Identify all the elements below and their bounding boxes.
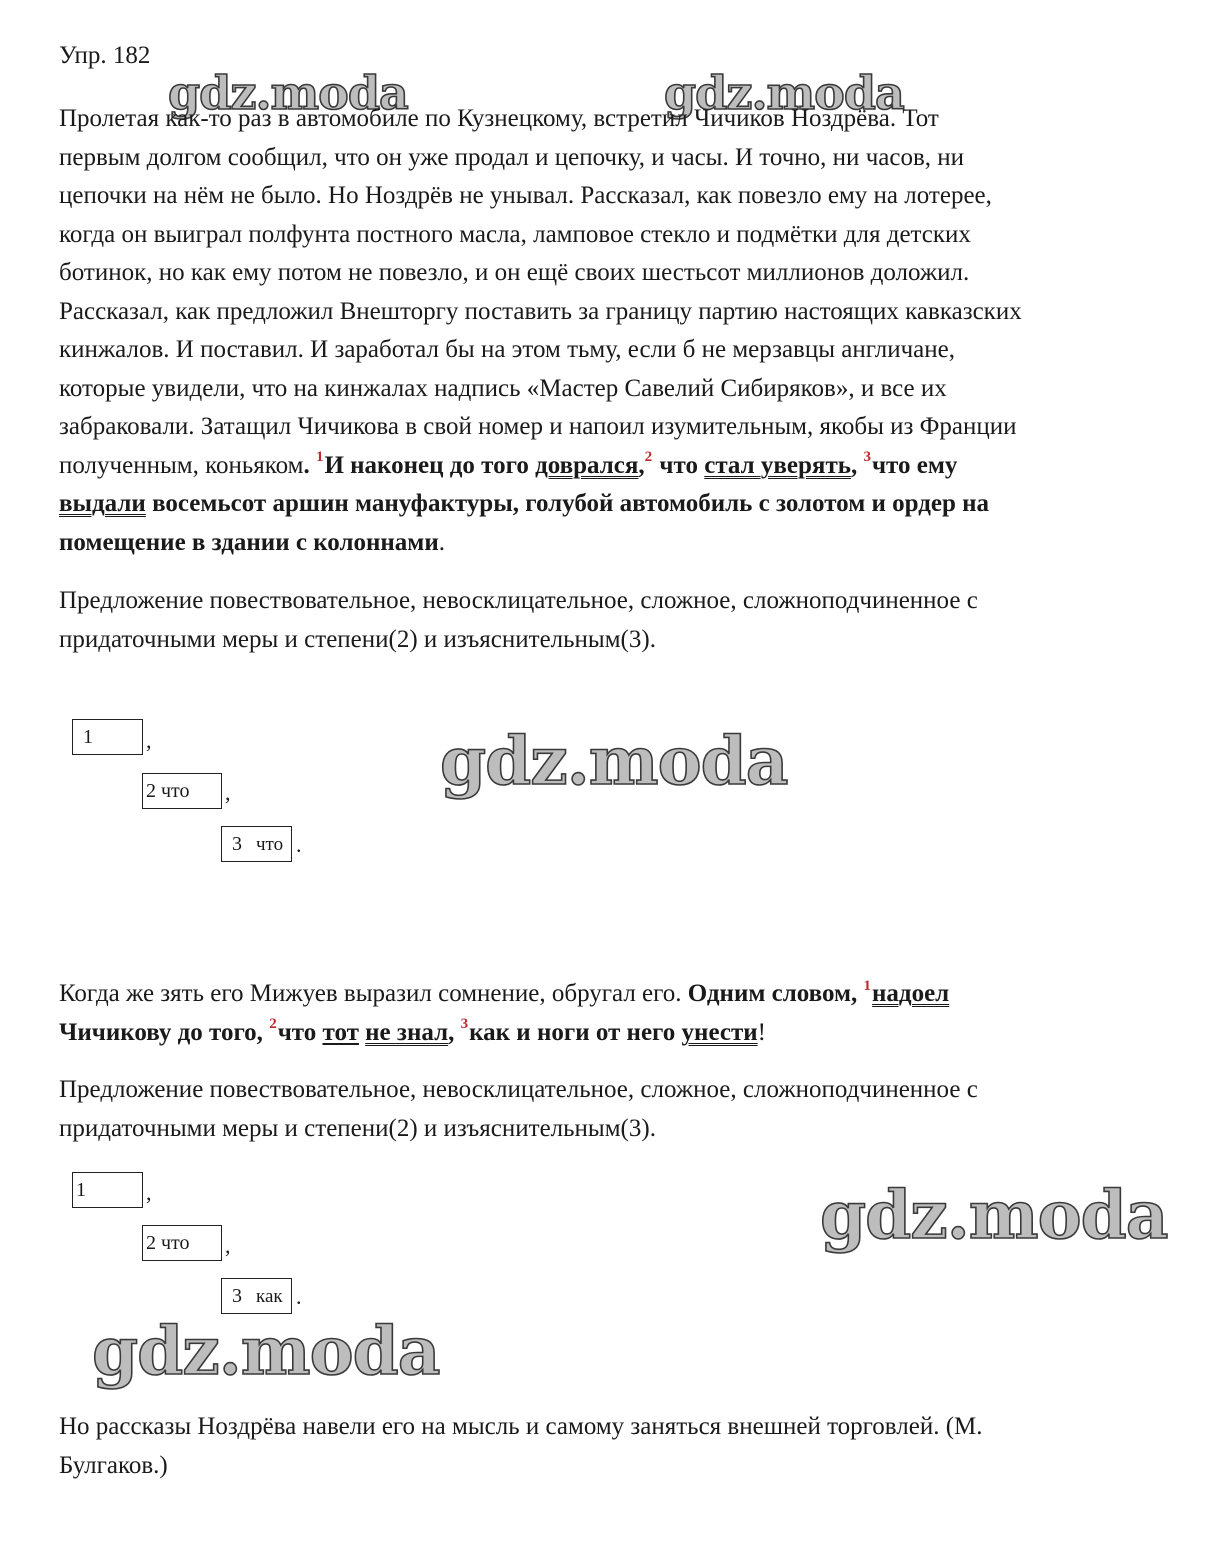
text-line: кинжалов. И поставил. И заработал бы на этом тьму, если б не мерзавцы англичане, — [59, 336, 955, 363]
text-line: выдали восемьсот аршин мануфактуры, голубой автомобиль с золотом и ордер на — [59, 490, 990, 517]
watermark-3: gdz.moda — [440, 722, 788, 800]
text-3: Но рассказы Ноздрёва навели его на мысль и самому заняться внешней торговлей. (М. Булгаков.) — [59, 1413, 983, 1479]
scheme-period: . — [296, 832, 302, 857]
watermark-1: gdz.moda — [168, 66, 408, 120]
analysis-1: Предложение повествовательное, невосклицательное, сложное, сложноподчиненное с придаточными меры и степени(2) и изъяснительным(3). — [59, 587, 978, 653]
predicate: надоел — [872, 980, 950, 1007]
text-line: забраковали. Затащил Чичикова в свой номер и напоил изумительным, якобы из Франции — [59, 413, 1017, 440]
text-line: цепочки на нём не было. Но Ноздрёв не унывал. Рассказал, как повезло ему на лотерее, — [59, 182, 992, 209]
scheme-comma: , — [225, 1233, 231, 1258]
scheme-comma: , — [146, 728, 152, 753]
scheme-box-3: 3 как — [221, 1278, 292, 1314]
clause-number: 1 — [863, 977, 872, 994]
clause-number: 3 — [460, 1016, 469, 1033]
subject: тот — [322, 1018, 359, 1046]
predicate: не знал — [365, 1018, 449, 1046]
text-2: Когда же зять его Мижуев выразил сомнение, обругал его. Одним словом, $^1$надоел Чичикову до того, $^2$что тот не знал, $^3$как и ноги от него унести! — [59, 977, 950, 1046]
text-line: помещение в здании с колоннами. — [59, 528, 445, 556]
scheme-box-2: 2 что — [142, 773, 222, 809]
watermark-5: gdz.moda — [92, 1312, 440, 1390]
scheme-box-1: 1 — [72, 1172, 143, 1208]
analysis-2: Предложение повествовательное, невосклицательное, сложное, сложноподчиненное с придаточными меры и степени(2) и изъяснительным(3). — [59, 1076, 978, 1142]
watermark-2: gdz.moda — [664, 66, 904, 120]
scheme-comma: , — [146, 1180, 152, 1205]
predicate: стал уверять — [704, 451, 851, 479]
clause-number: 3 — [863, 449, 871, 466]
main-text — [59, 100, 1189, 562]
predicate: доврался — [535, 451, 639, 479]
watermark-4: gdz.moda — [820, 1176, 1168, 1254]
text-line: Пролетая как-то раз в автомобиле по Кузнецкому, встретил Чичиков Ноздрёва. Тот — [59, 105, 939, 132]
predicate: унести — [681, 1018, 758, 1046]
clause-number: 1 — [315, 449, 324, 466]
scheme-box-3: 3 что — [221, 826, 292, 862]
text-line: полученным, коньяком. $^1$И наконец до того доврался,$^2$ что стал уверять, $^3$что ему — [59, 449, 958, 479]
scheme-comma: , — [225, 780, 231, 805]
text-line: ботинок, но как ему потом не повезло, и он ещё своих шестьсот миллионов доложил. — [59, 259, 970, 286]
text-line: Рассказал, как предложил Внешторгу поставить за границу партию настоящих кавказских — [59, 297, 1022, 325]
text-line: когда он выиграл полфунта постного масла, ламповое стекло и подмётки для детских — [59, 220, 971, 248]
exercise-title: Упр. 182 — [59, 42, 151, 69]
predicate: выдали — [59, 490, 146, 517]
text-line: первым долгом сообщил, что он уже продал и цепочку, и часы. И точно, ни часов, ни — [59, 143, 965, 171]
scheme-box-1: 1 — [72, 719, 143, 755]
clause-number: 2 — [644, 449, 653, 466]
scheme-period: . — [296, 1284, 302, 1309]
scheme-box-2: 2 что — [142, 1225, 222, 1261]
clause-number: 2 — [269, 1016, 277, 1033]
text-line: которые увидели, что на кинжалах надпись «Мастер Савелий Сибиряков», и все их — [59, 374, 947, 402]
